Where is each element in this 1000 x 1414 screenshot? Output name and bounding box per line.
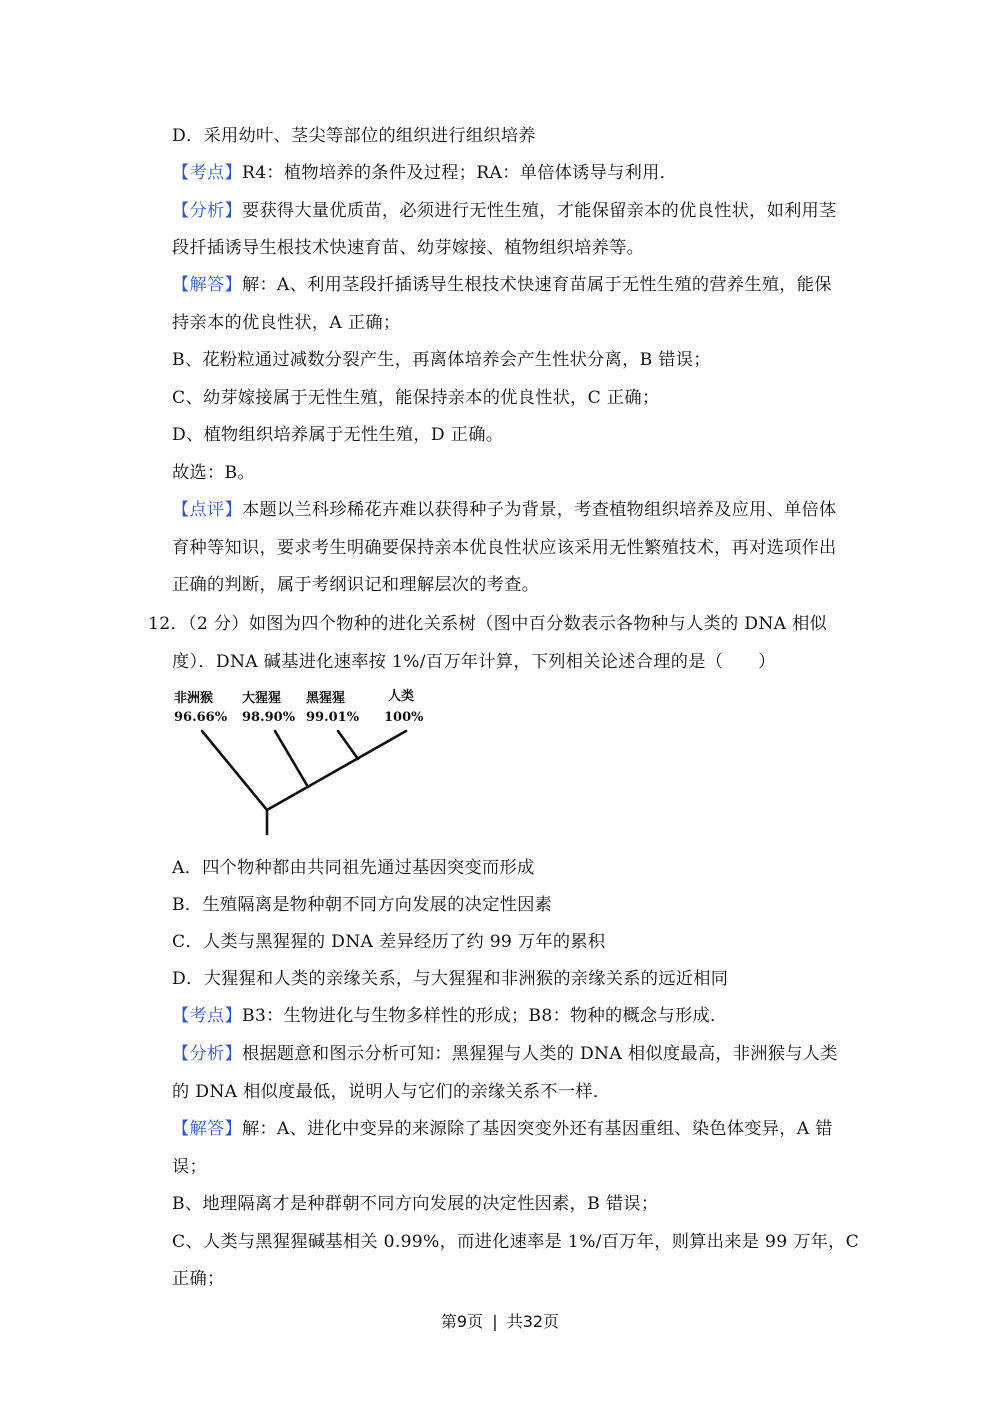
option-d-prev: D．采用幼叶、茎尖等部位的组织进行组织培养 <box>172 126 536 146</box>
footer-separator: | <box>492 1312 498 1331</box>
tree-branch-gorilla <box>275 731 308 787</box>
dianping-text: 本题以兰科珍稀花卉难以获得种子为背景，考查植物组织培养及应用、单倍体 <box>241 500 837 520</box>
tree-branches <box>202 731 406 834</box>
jieda-line-2: 持亲本的优良性状，A 正确； <box>172 313 401 333</box>
dianping-line-2: 育种等知识，要求考生明确要保持亲本优良性状应该采用无性繁殖技术，再对选项作出 <box>172 538 837 558</box>
fenxi-2-line-2: 的 DNA 相似度最低，说明人与它们的亲缘关系不一样． <box>172 1082 611 1102</box>
page-footer <box>0 1309 1000 1332</box>
jieda-text: 解：A、利用茎段扦插诱导生根技术快速育苗属于无性生殖的营养生殖，能保 <box>241 275 832 295</box>
tree-species-label: 人类 <box>388 689 415 704</box>
page-number: 第9页 <box>440 1312 484 1331</box>
dianping-line-3: 正确的判断，属于考纲识记和理解层次的考查。 <box>172 575 540 595</box>
kaodian-tag: 【考点】 <box>172 163 242 183</box>
question-12-line-1: 12．（2 分）如图为四个物种的进化关系树（图中百分数表示各物种与人类的 DNA 相似 <box>148 614 828 634</box>
jieda-line-4: C、幼芽嫁接属于无性生殖，能保持亲本的优良性状，C 正确； <box>172 388 660 408</box>
tree-similarity-label: 100% <box>384 710 424 725</box>
jieda-2-line-3: B、地理隔离才是种群朝不同方向发展的决定性因素，B 错误； <box>172 1194 659 1214</box>
tree-branch-monkey <box>202 731 267 810</box>
jieda-2-line-5: 正确； <box>172 1269 225 1289</box>
fenxi-tag: 【分析】 <box>172 201 242 221</box>
kaodian-2 <box>172 1004 727 1028</box>
option-a: A．四个物种都由共同祖先通过基因突变而形成 <box>172 858 535 878</box>
jieda-tag: 【解答】 <box>172 275 242 295</box>
tree-species-label: 大猩猩 <box>242 691 282 706</box>
tree-species-label: 非洲猴 <box>174 691 214 706</box>
tree-species-label: 黑猩猩 <box>306 691 346 706</box>
jieda-tag: 【解答】 <box>172 1119 242 1139</box>
kaodian-line-1 <box>172 161 677 185</box>
tree-similarity-label: 99.01% <box>306 710 360 725</box>
option-b: B．生殖隔离是物种朝不同方向发展的决定性因素 <box>172 895 553 915</box>
option-d: D．大猩猩和人类的亲缘关系，与大猩猩和非洲猴的亲缘关系的远近相同 <box>172 969 729 989</box>
jieda-line-1 <box>172 273 832 297</box>
answer-line: 故选：B。 <box>172 463 255 483</box>
fenxi-tag: 【分析】 <box>172 1044 242 1064</box>
tree-branch-chimp <box>338 731 358 759</box>
tree-similarity-label: 98.90% <box>242 710 296 725</box>
question-12-line-2: 度）．DNA 碱基进化速率按 1%/百万年计算，下列相关论述合理的是（ ） <box>172 652 776 672</box>
fenxi-line-2: 段扦插诱导生根技术快速育苗、幼芽嫁接、植物组织培养等。 <box>172 238 645 258</box>
jieda-2-line-2: 误； <box>172 1157 207 1177</box>
fenxi-line-1 <box>172 199 837 223</box>
dianping-line-1 <box>172 498 837 522</box>
jieda-text: 解：A、进化中变异的来源除了基因突变外还有基因重组、染色体变异，A 错 <box>241 1119 833 1139</box>
jieda-line-5: D、植物组织培养属于无性生殖，D 正确。 <box>172 425 504 445</box>
fenxi-text: 根据题意和图示分析可知：黑猩猩与人类的 DNA 相似度最高，非洲猴与人类 <box>241 1044 838 1064</box>
fenxi-2-line-1 <box>172 1042 838 1066</box>
kaodian-tag: 【考点】 <box>172 1006 242 1026</box>
option-c: C．人类与黑猩猩的 DNA 差异经历了约 99 万年的累积 <box>172 932 606 952</box>
evolution-tree-figure <box>170 684 440 844</box>
page-total: 共32页 <box>506 1312 560 1331</box>
jieda-line-3: B、花粉粒通过减数分裂产生，再离体培养会产生性状分离，B 错误； <box>172 350 711 370</box>
jieda-2-line-4: C、人类与黑猩猩碱基相关 0.99%，而进化速率是 1%/百万年，则算出来是 99 万年，C <box>172 1232 860 1252</box>
evolution-tree-svg <box>170 684 440 844</box>
tree-similarity-label: 96.66% <box>174 710 228 725</box>
tree-trunk-to-human <box>267 731 406 810</box>
kaodian-text: B3：生物进化与生物多样性的形成；B8：物种的概念与形成． <box>241 1006 728 1026</box>
jieda-2-line-1 <box>172 1117 833 1141</box>
fenxi-text: 要获得大量优质苗，必须进行无性生殖，才能保留亲本的优良性状，如利用茎 <box>241 201 837 221</box>
dianping-tag: 【点评】 <box>172 500 242 520</box>
kaodian-text: R4：植物培养的条件及过程；RA：单倍体诱导与利用． <box>241 163 678 183</box>
